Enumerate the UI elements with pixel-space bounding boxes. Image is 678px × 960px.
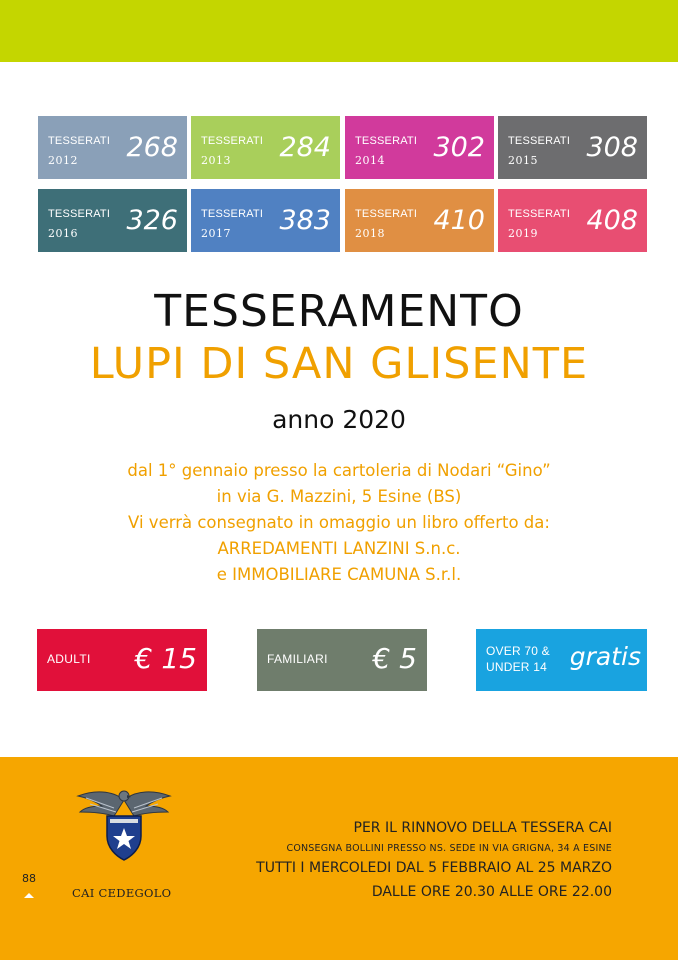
price-family	[257, 629, 427, 691]
info-line: ARREDAMENTI LANZINI S.n.c.	[217, 539, 461, 558]
tile-count: 308	[586, 132, 638, 163]
tile-label: TESSERATI	[201, 135, 264, 147]
price-label	[486, 643, 550, 675]
price-label-line: UNDER 14	[486, 660, 547, 674]
page-number: 88	[22, 872, 36, 885]
tile-year: 2015	[508, 154, 538, 167]
price-adults	[37, 629, 207, 691]
tile-label: TESSERATI	[355, 135, 418, 147]
tile-2018	[345, 189, 494, 252]
info-line: e IMMOBILIARE CAMUNA S.r.l.	[216, 565, 462, 584]
tile-count: 408	[586, 205, 638, 236]
page-title: TESSERAMENTO	[154, 286, 524, 337]
footer-line-4: DALLE ORE 20.30 ALLE ORE 22.00	[371, 884, 612, 900]
tile-year: 2014	[355, 154, 385, 167]
tile-2015	[498, 116, 647, 179]
info-text	[0, 458, 678, 588]
tile-year: 2018	[355, 227, 385, 240]
info-line: in via G. Mazzini, 5 Esine (BS)	[216, 487, 462, 506]
tile-count: 284	[279, 132, 331, 163]
footer-line-1: PER IL RINNOVO DELLA TESSERA CAI	[353, 820, 612, 836]
tile-year: 2017	[201, 227, 231, 240]
price-value: € 15	[134, 642, 197, 675]
tile-year: 2019	[508, 227, 538, 240]
info-line: Vi verrà consegnato in omaggio un libro offerto da:	[128, 513, 550, 532]
price-label-line: OVER 70 &	[486, 644, 550, 658]
tile-label: TESSERATI	[201, 208, 264, 220]
tile-label: TESSERATI	[48, 208, 111, 220]
tile-label: TESSERATI	[508, 135, 571, 147]
footer-line-3: TUTTI I MERCOLEDI DAL 5 FEBBRAIO AL 25 MARZO	[256, 860, 612, 876]
tile-year: 2013	[201, 154, 231, 167]
price-label: ADULTI	[47, 652, 91, 666]
footer-line-2: CONSEGNA BOLLINI PRESSO NS. SEDE IN VIA GRIGNA, 34 A ESINE	[286, 843, 612, 854]
tile-year: 2016	[48, 227, 78, 240]
tile-year: 2012	[48, 154, 78, 167]
tile-count: 326	[126, 205, 178, 236]
price-free	[476, 629, 647, 691]
year-label: anno 2020	[272, 405, 406, 434]
tile-label: TESSERATI	[355, 208, 418, 220]
page-subtitle: LUPI DI SAN GLISENTE	[89, 339, 589, 389]
tile-count: 383	[279, 205, 331, 236]
logo-caption: CAI CEDEGOLO	[72, 886, 172, 900]
tile-label: TESSERATI	[48, 135, 111, 147]
price-value: € 5	[372, 642, 417, 675]
tile-label: TESSERATI	[508, 208, 571, 220]
tile-count: 302	[433, 132, 485, 163]
info-line: dal 1° gennaio presso la cartoleria di Nodari “Gino”	[127, 461, 551, 480]
price-label: FAMILIARI	[267, 652, 328, 666]
page-up-icon	[24, 893, 34, 898]
tile-2014	[345, 116, 494, 179]
tile-2012	[38, 116, 187, 179]
tile-2019	[498, 189, 647, 252]
tile-count: 268	[126, 132, 178, 163]
tile-2017	[191, 189, 340, 252]
tile-count: 410	[433, 205, 485, 236]
price-value: gratis	[569, 642, 641, 671]
cai-eagle-logo	[74, 786, 174, 862]
tile-2013	[191, 116, 340, 179]
top-color-bar	[0, 0, 678, 62]
tile-2016	[38, 189, 187, 252]
